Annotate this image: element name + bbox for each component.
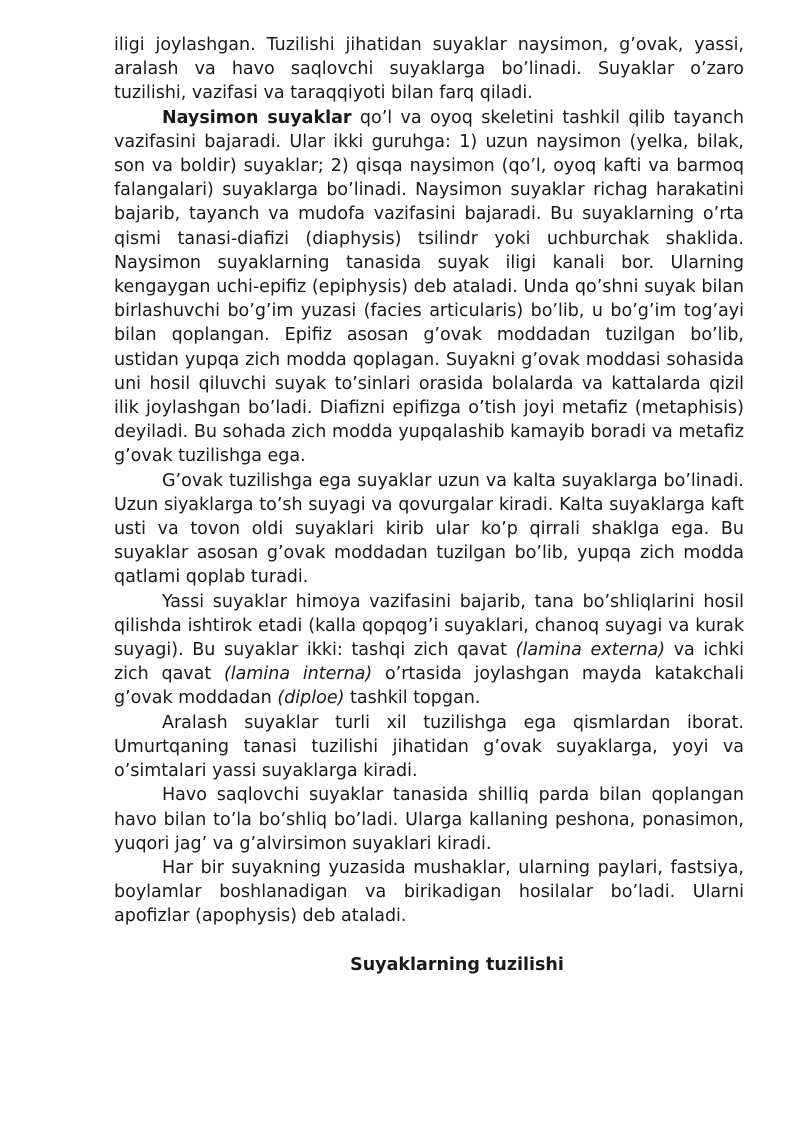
- paragraph-text: G’ovak tuzilishga ega suyaklar uzun va kalta suyaklarga bo’linadi. Uzun siyaklarga to’sh suyagi va qovurgalar kiradi. Kalta suyaklarga kaft usti va tovon oldi suyaklari kirib ular ko’p qirrali shaklga ega. Bu suyaklar asosan g’ovak moddadan tuzilgan bo’lib, yupqa zich modda qatlami qoplab turadi.: [114, 470, 744, 588]
- paragraph-mixed-bones: [114, 711, 744, 784]
- paragraph-text: Aralash suyaklar turli xil tuzilishga ega qismlardan iborat. Umurtqaning tanasi tuzilishi jihatidan g’ovak suyaklarga, yoyi va o’simtalari yassi suyaklarga kiradi.: [114, 712, 744, 782]
- term-lamina-interna: (lamina interna): [223, 664, 373, 685]
- term-tubular-bones: Naysimon suyaklar: [162, 107, 352, 128]
- paragraph-text: Yassi suyaklar himoya vazifasini bajarib, tana bo’shliqlarini hosil qilishda ishtirok etadi (kalla qopqog’i suyaklari, chanoq suyagi va kurak suyagi). Bu suyaklar ikki: tashqi zich qavat: [114, 591, 744, 661]
- paragraph-pneumatic-bones: [114, 783, 744, 856]
- paragraph-flat-bones: [114, 590, 744, 711]
- paragraph-text: Har bir suyakning yuzasida mushaklar, ularning paylari, fastsiya, boylamlar boshlanadigan va birikadigan hosilalar bo’ladi. Ularni apofizlar (apophysis) deb ataladi.: [114, 857, 744, 927]
- paragraph-text: o’rtasida joylashgan mayda katakchali g’ovak moddadan: [114, 664, 744, 709]
- paragraph-spongy-bones: [114, 469, 744, 590]
- paragraph-tubular-bones: [114, 106, 744, 469]
- document-page: [114, 33, 744, 977]
- paragraph-text: tashkil topgan.: [344, 688, 481, 709]
- paragraph-text: Havo saqlovchi suyaklar tanasida shilliq parda bilan qoplangan havo bilan to’la bo’shliq bo’ladi. Ularga kallaning peshona, ponasimon, yuqori jag’ va g’alvirsimon suyaklari kiradi.: [114, 785, 744, 854]
- term-lamina-externa: (lamina externa): [515, 640, 666, 661]
- paragraph-text: iligi joylashgan. Tuzilishi jihatidan suyaklar naysimon, g’ovak, yassi, aralash va havo saqlovchi suyaklarga bo’linadi. Suyaklar o’zaro tuzilishi, vazifasi va taraqqiyoti bilan farq qiladi.: [114, 35, 744, 104]
- term-diploe: (diploe): [277, 688, 345, 709]
- paragraph-text: qo’l va oyoq skeletini tashkil qilib tayanch vazifasini bajaradi. Ular ikki guruhga: 1) uzun naysimon (yelka, bilak, son va boldir) suyaklar; 2) qisqa naysimon (qo’l, oyoq kafti va barmoq falangalari) suyaklarga bo’linadi. Naysimon suyaklar richag harakatini bajarib, tayanch va mudofa vazifasini bajaradi. Bu suyaklarning o’rta qismi tanasi-diafizi (diaphysis) tsilindr yoki uchburchak shaklida. Naysimon suyaklarning tanasida suyak iligi kanali bor. Ularning kengaygan uchi-epifiz (epiphysis) deb ataladi. Unda qo’shni suyak bilan birlashuvchi bo’g’im yuzasi (facies articularis) bo’lib, u bo’g’im tog’ayi bilan qoplangan. Epifiz asosan g’ovak moddadan tuzilgan bo’lib, ustidan yupqa zich modda qoplagan. Suyakni g’ovak moddasi sohasida uni hosil qiluvchi suyak to’sinlari orasida bolalarda va kattalarda qizil ilik joylashgan bo’ladi. Diafizni epifizga o’tish joyi metafiz (metaphisis) deyiladi. Bu sohada zich modda yupqalashib kamayib boradi va metafiz g’ovak tuzilishga ega.: [114, 107, 744, 467]
- paragraph-apophysis: [114, 856, 744, 929]
- paragraph-text: va ichki zich qavat: [114, 640, 744, 685]
- section-heading: Suyaklarning tuzilishi: [350, 954, 564, 975]
- paragraph-bone-classification: [114, 33, 744, 106]
